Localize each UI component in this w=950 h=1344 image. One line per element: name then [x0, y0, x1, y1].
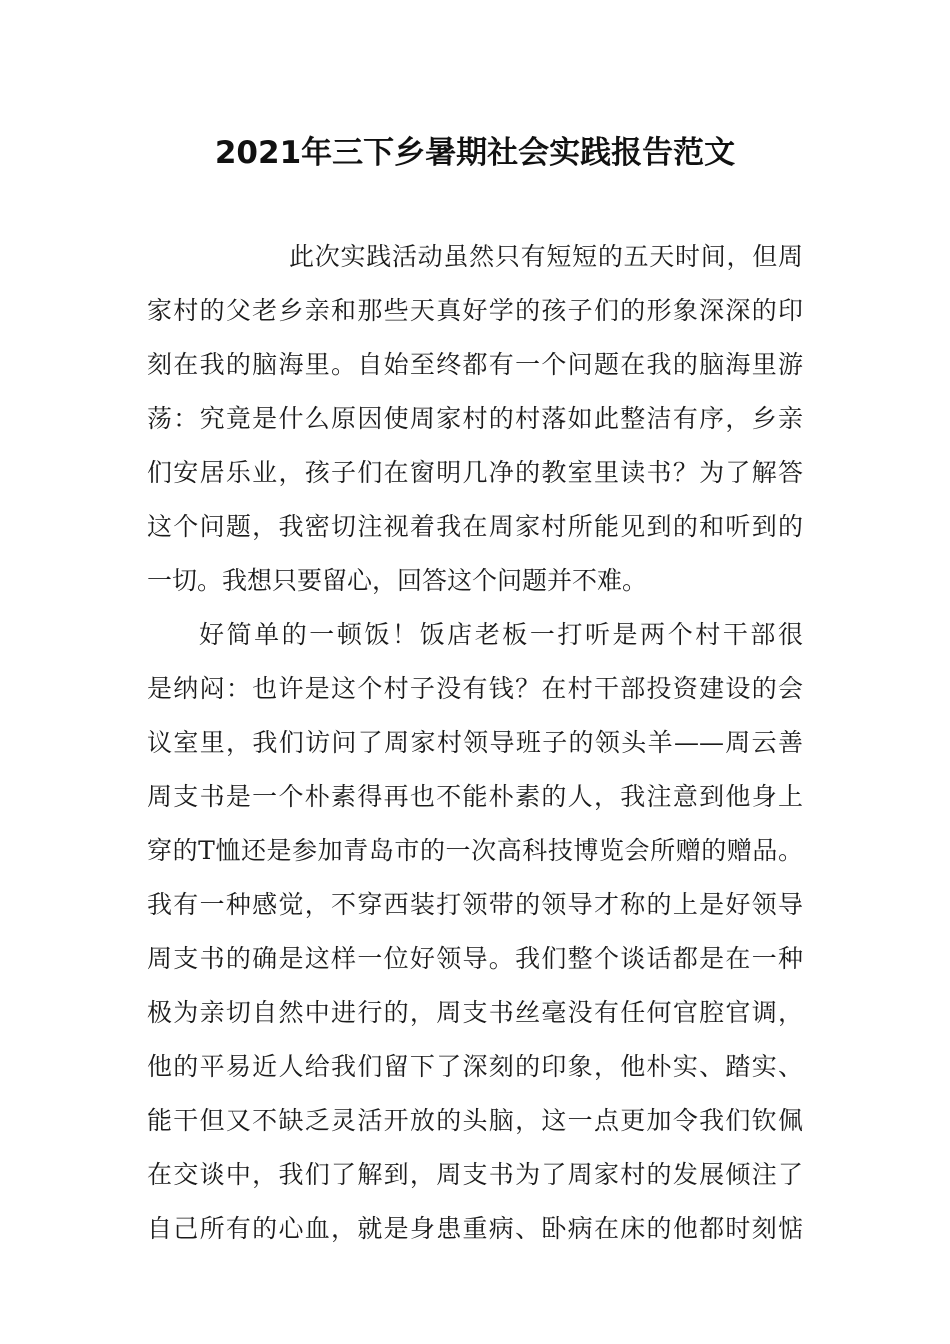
- paragraph-2-line-12: 自己所有的心血，就是身患重病、卧病在床的他都时刻惦: [147, 1214, 803, 1243]
- paragraph-2-line-5: 穿的T恤还是参加青岛市的一次高科技博览会所赠的赠品。: [147, 836, 803, 865]
- paragraph-1-line-5: 们安居乐业，孩子们在窗明几净的教室里读书？为了解答: [147, 458, 803, 487]
- paragraph-2-line-2: 是纳闷：也许是这个村子没有钱？在村干部投资建设的会: [147, 674, 803, 703]
- paragraph-2-line-9: 他的平易近人给我们留下了深刻的印象，他朴实、踏实、: [147, 1052, 803, 1081]
- paragraph-1-line-6: 这个问题，我密切注视着我在周家村所能见到的和听到的: [147, 512, 803, 541]
- paragraph-2-line-11: 在交谈中，我们了解到，周支书为了周家村的发展倾注了: [147, 1160, 803, 1189]
- paragraph-2-line-1: 好简单的一顿饭！饭店老板一打听是两个村干部很: [199, 620, 803, 649]
- paragraph-1-line-4: 荡：究竟是什么原因使周家村的村落如此整洁有序，乡亲: [147, 404, 803, 433]
- paragraph-1-line-7: 一切。我想只要留心，回答这个问题并不难。: [147, 566, 648, 595]
- paragraph-2-line-3: 议室里，我们访问了周家村领导班子的领头羊——周云善: [147, 728, 803, 757]
- paragraph-2-line-8: 极为亲切自然中进行的，周支书丝毫没有任何官腔官调，: [147, 998, 803, 1027]
- paragraph-2-line-7: 周支书的确是这样一位好领导。我们整个谈话都是在一种: [147, 944, 803, 973]
- paragraph-2-line-6: 我有一种感觉，不穿西装打领带的领导才称的上是好领导: [147, 890, 803, 919]
- paragraph-1-line-2: 家村的父老乡亲和那些天真好学的孩子们的形象深深的印: [147, 296, 803, 325]
- paragraph-2-line-4: 周支书是一个朴素得再也不能朴素的人，我注意到他身上: [147, 782, 803, 811]
- paragraph-1-line-1: 此次实践活动虽然只有短短的五天时间，但周: [289, 242, 803, 271]
- document-title: 2021年三下乡暑期社会实践报告范文: [214, 135, 736, 171]
- paragraph-1-line-3: 刻在我的脑海里。自始至终都有一个问题在我的脑海里游: [147, 350, 803, 379]
- paragraph-2-line-10: 能干但又不缺乏灵活开放的头脑，这一点更加令我们钦佩: [147, 1106, 803, 1135]
